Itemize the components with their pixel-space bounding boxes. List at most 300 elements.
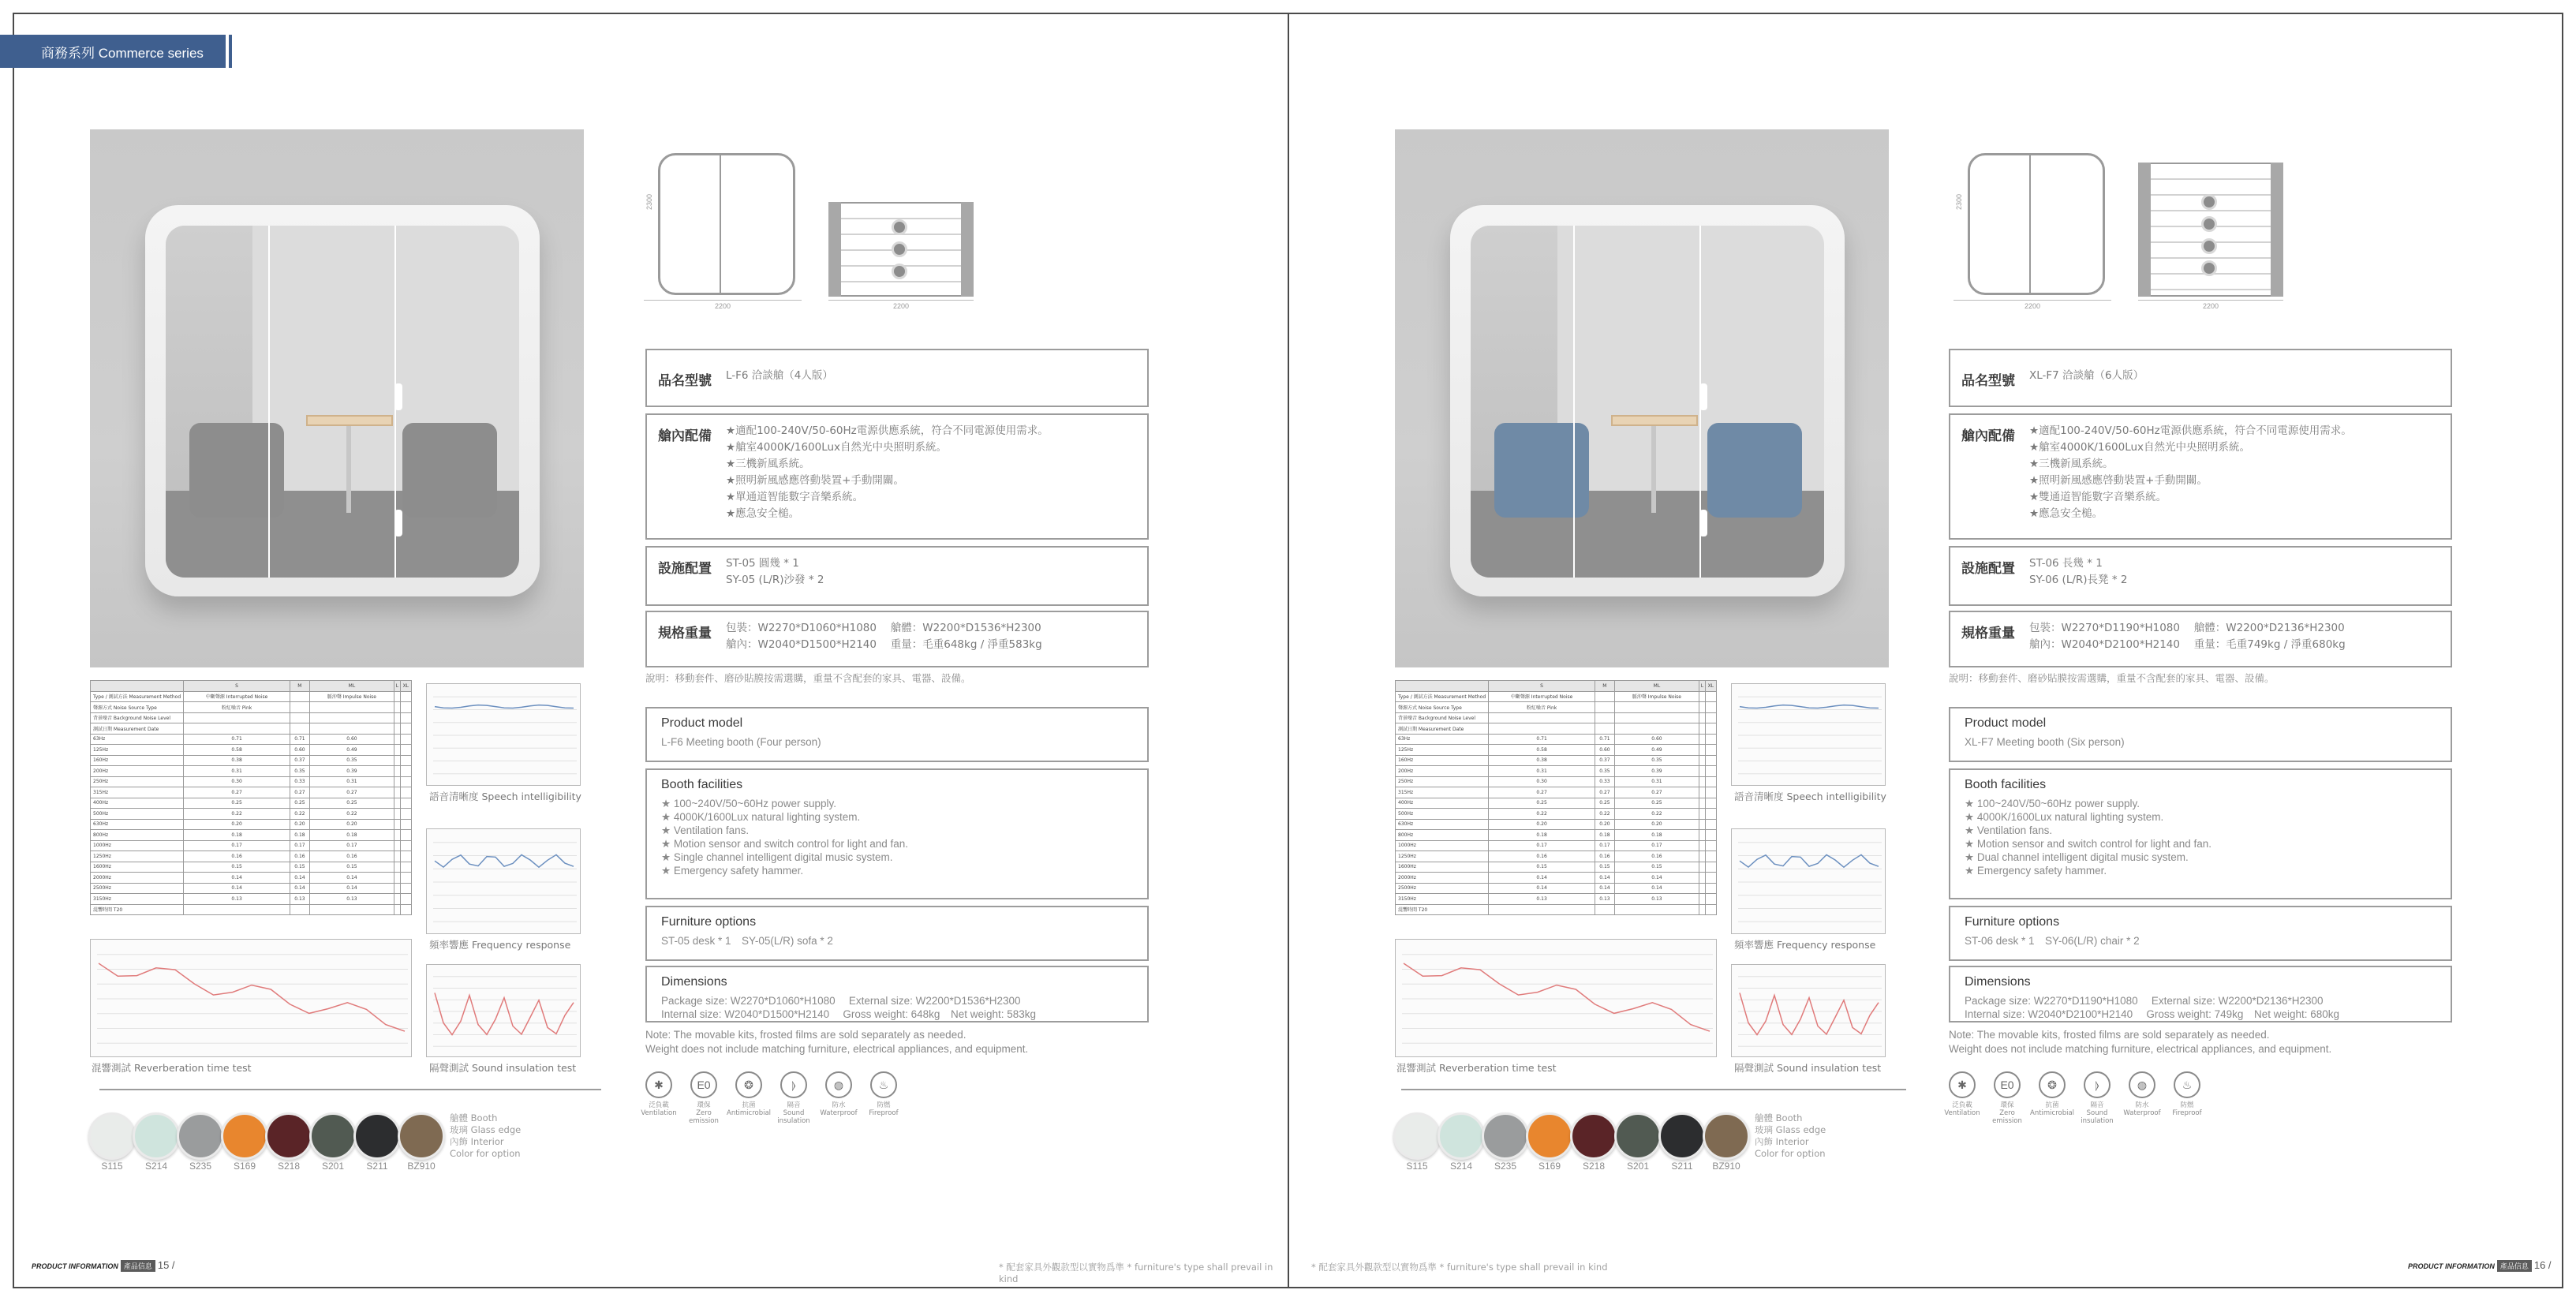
table-cell: 0.14 — [184, 883, 290, 894]
booth-render — [1450, 205, 1845, 596]
booth-interior — [166, 226, 519, 578]
table-cell — [394, 809, 400, 820]
chart-line — [435, 705, 574, 708]
table-cell: 400Hz — [1396, 798, 1489, 809]
table-cell: 0.39 — [1614, 766, 1699, 777]
table-cell: 0.22 — [290, 809, 309, 820]
page-footer — [32, 1259, 175, 1272]
table-cell: 500Hz — [1396, 809, 1489, 820]
table-cell — [394, 755, 400, 766]
en-facility-item: ★ Ventilation fans. — [1965, 824, 2053, 836]
sound-icon — [780, 1071, 807, 1098]
elevation-end-right — [2271, 163, 2283, 297]
swatch-key-line: 艙體 Booth — [450, 1112, 498, 1123]
swatch-key-line: Color for option — [1755, 1148, 1826, 1159]
sofa-left — [1494, 423, 1589, 518]
table-header-cell: ML — [1614, 681, 1699, 692]
en-facility-item: ★ 4000K/1600Lux natural lighting system. — [1965, 811, 2164, 823]
table-cell — [400, 723, 411, 735]
table-row — [1396, 766, 1717, 777]
en-model-heading: Product model — [661, 716, 743, 730]
frequency-chart-plot — [1732, 829, 1886, 935]
booth-photo — [90, 129, 584, 667]
sound-chart-plot — [427, 965, 581, 1058]
spec-row — [645, 546, 1149, 606]
sofa-right — [402, 423, 497, 518]
fan-icon — [892, 219, 907, 235]
table-cell — [1699, 830, 1705, 841]
table-cell: 0.39 — [309, 766, 394, 777]
table-header-cell: XL — [1705, 681, 1716, 692]
table-row — [1396, 894, 1717, 905]
table-cell: 0.27 — [184, 787, 290, 798]
table-cell: 0.71 — [290, 734, 309, 745]
plan-width-dim: 2200 — [644, 300, 802, 310]
spec-key: 品名型號 — [1961, 373, 2015, 389]
table-row — [91, 862, 412, 873]
table-cell — [394, 894, 400, 905]
drop-icon — [825, 1071, 852, 1098]
table-row — [91, 745, 412, 756]
table-row — [1396, 873, 1717, 884]
table-cell — [400, 798, 411, 809]
table-row — [1396, 745, 1717, 756]
feature-label — [637, 1101, 681, 1117]
elevation-end-left — [828, 202, 841, 297]
feature-label — [727, 1101, 771, 1117]
table-cell: 0.60 — [1595, 745, 1614, 756]
series-tab[interactable]: 商務系列 Commerce series — [0, 35, 229, 68]
table-cell: 0.37 — [1595, 755, 1614, 766]
table-cell — [1705, 766, 1716, 777]
table-cell — [400, 904, 411, 915]
feature-label-cn: 抗菌 — [742, 1101, 756, 1109]
table-cell: 聲源方式 Noise Source Type — [1396, 702, 1489, 713]
en-facility-item: ★ Ventilation fans. — [661, 824, 750, 836]
table-cell — [309, 904, 394, 915]
table-cell — [400, 894, 411, 905]
spec-value: ★應急安全槌。 — [726, 507, 800, 520]
table-cell: 400Hz — [91, 798, 184, 809]
swatch-code: S218 — [1582, 1161, 1606, 1172]
table-cell: 0.14 — [1595, 873, 1614, 884]
feature-label — [862, 1101, 906, 1117]
table-cell — [400, 873, 411, 884]
en-dimensions-heading: Dimensions — [661, 975, 727, 989]
spec-row — [645, 413, 1149, 540]
table-row — [1396, 904, 1717, 915]
feature-label-en: Fireproof — [2172, 1109, 2202, 1117]
spec-value: 包裝：W2270*D1190*H1080 艙體：W2200*D2136*H2300 — [2029, 622, 2345, 634]
swatch-code: S214 — [144, 1161, 168, 1172]
germ-icon-glyph: ❂ — [744, 1078, 753, 1091]
table-cell — [394, 787, 400, 798]
spec-value: 艙內：W2040*D1500*H2140 重量：毛重648kg / 淨重583kg — [726, 638, 1042, 651]
sound-chart — [426, 964, 581, 1057]
plan-height-dim: 2300 — [1955, 194, 1963, 211]
table-cell — [1699, 755, 1705, 766]
table-cell: 0.35 — [309, 755, 394, 766]
feature-label-cn: 環保 — [697, 1101, 711, 1109]
table-cell: 1250Hz — [1396, 851, 1489, 862]
sofa-right — [1707, 423, 1802, 518]
spec-value: L-F6 洽談艙（4人版） — [726, 369, 833, 382]
spec-value: ★單通道智能數字音樂系統。 — [726, 491, 864, 503]
door-handle-lower — [394, 510, 402, 536]
table-row — [91, 702, 412, 713]
table-cell — [184, 712, 290, 723]
feature-label — [2165, 1101, 2209, 1117]
table-cell: 聲源方式 Noise Source Type — [91, 702, 184, 713]
table-cell — [1699, 734, 1705, 745]
table-cell: 250Hz — [91, 776, 184, 787]
en-facility-item: ★ Emergency safety hammer. — [661, 865, 804, 877]
spec-row — [1949, 546, 2452, 606]
table-header-cell — [1396, 681, 1489, 692]
speech-chart-caption: 語音清晰度 Speech intelligibility — [1734, 791, 1886, 802]
color-swatch — [309, 1112, 357, 1160]
en-furniture-heading: Furniture options — [661, 915, 757, 929]
table-cell: 0.27 — [1489, 787, 1595, 798]
table-cell: 200Hz — [91, 766, 184, 777]
spec-value: ★艙室4000K/1600Lux自然光中央照明系統。 — [726, 441, 948, 454]
feature-label-cn: 隔音 — [2090, 1101, 2104, 1109]
table-cell — [1705, 712, 1716, 723]
table-cell — [400, 883, 411, 894]
fan-icon — [892, 241, 907, 257]
en-facility-item: ★ 100~240V/50~60Hz power supply. — [661, 798, 836, 809]
en-note: Note: The movable kits, frosted films are sold separately as needed. — [645, 1029, 966, 1041]
table-cell: 200Hz — [1396, 766, 1489, 777]
door-handle — [1699, 383, 1707, 410]
table-cell: 315Hz — [91, 787, 184, 798]
table-cell — [1595, 712, 1614, 723]
table-cell — [1699, 809, 1705, 820]
swatch-key-line: 內飾 Interior — [450, 1136, 504, 1147]
table-cell: 0.16 — [1614, 851, 1699, 862]
spec-value: ★三機新風系統。 — [2029, 458, 2114, 470]
color-swatch — [265, 1112, 312, 1160]
color-swatch — [177, 1112, 224, 1160]
table-cell — [394, 819, 400, 830]
table-row — [1396, 776, 1717, 787]
table-cell: 0.25 — [309, 798, 394, 809]
table-cell: 0.13 — [184, 894, 290, 905]
feature-label-en: Waterproof — [2123, 1109, 2161, 1117]
elevation-end-left — [2138, 163, 2151, 297]
spec-key: 艙內配備 — [1961, 428, 2015, 444]
germ-icon — [735, 1071, 762, 1098]
table-cell — [290, 723, 309, 735]
table-cell: 0.35 — [1595, 766, 1614, 777]
fan-icon — [2201, 260, 2217, 276]
booth-table — [1611, 415, 1698, 426]
catalog-page-right — [1289, 0, 2576, 1301]
color-swatch — [1658, 1112, 1706, 1160]
table-cell: 0.27 — [290, 787, 309, 798]
spec-value: ★應急安全槌。 — [2029, 507, 2103, 520]
en-model-box — [645, 707, 1149, 762]
table-cell: 測試日期 Measurement Date — [91, 723, 184, 735]
table-cell — [290, 712, 309, 723]
spec-value: SY-05 (L/R)沙發 * 2 — [726, 574, 824, 586]
feature-label-en: Zero emission — [689, 1109, 719, 1125]
table-row — [1396, 712, 1717, 723]
table-cell: 315Hz — [1396, 787, 1489, 798]
table-header-cell: S — [1489, 681, 1595, 692]
table-header-row — [1396, 681, 1717, 692]
swatch-code: S201 — [321, 1161, 345, 1172]
table-cell: 0.22 — [1614, 809, 1699, 820]
table-cell: 0.18 — [1614, 830, 1699, 841]
swatch-code: S211 — [366, 1161, 388, 1172]
en-dimensions-line: Package size: W2270*D1060*H1080 External size: W2200*D1536*H2300 — [661, 995, 1021, 1007]
table-cell: 0.58 — [184, 745, 290, 756]
table-cell: 0.14 — [309, 883, 394, 894]
table-cell — [400, 755, 411, 766]
sound-chart-caption: 隔聲測試 Sound insulation test — [1734, 1062, 1882, 1074]
table-cell — [394, 745, 400, 756]
feature-label-en: Antimicrobial — [727, 1109, 772, 1117]
table-row — [1396, 830, 1717, 841]
table-cell: 0.22 — [1595, 809, 1614, 820]
table-cell: 粉紅噪音 Pink — [1489, 702, 1595, 713]
door-frame-1 — [268, 226, 270, 578]
cn-note: 說明：移動套件、磨砂貼膜按需選購，重量不含配套的家具、電器、設備。 — [1949, 672, 2275, 684]
swatch-key-line: 內飾 Interior — [1755, 1136, 1809, 1147]
en-model-text: XL-F7 Meeting booth (Six person) — [1965, 736, 2125, 748]
chart-line — [435, 854, 574, 867]
color-swatch — [88, 1112, 136, 1160]
table-cell — [1595, 904, 1614, 915]
color-swatch — [1482, 1112, 1529, 1160]
table-cell: 63Hz — [1396, 734, 1489, 745]
spec-value: ★照明新風感應啓動裝置+手動開關。 — [726, 474, 904, 487]
table-cell — [1705, 904, 1716, 915]
table-row — [91, 894, 412, 905]
reverb-chart — [90, 939, 412, 1057]
booth-photo — [1395, 129, 1889, 667]
flame-icon-glyph: ♨ — [2182, 1078, 2193, 1091]
table-cell — [1699, 712, 1705, 723]
en-facilities-heading: Booth facilities — [661, 778, 743, 791]
plan-drawing — [644, 150, 802, 308]
table-cell — [1705, 734, 1716, 745]
table-cell: 1600Hz — [91, 862, 184, 873]
table-cell: 0.25 — [1614, 798, 1699, 809]
table-cell: 0.14 — [290, 873, 309, 884]
table-cell: 0.71 — [1489, 734, 1595, 745]
speech-chart — [1731, 683, 1886, 786]
swatch-code: S115 — [1406, 1161, 1428, 1172]
table-cell: Type / 測試方法 Measurement Method — [91, 691, 184, 702]
speech-chart-plot — [427, 684, 581, 787]
sound-chart-caption: 隔聲測試 Sound insulation test — [429, 1062, 577, 1074]
acoustic-data-table — [1395, 680, 1717, 915]
table-cell: 0.16 — [309, 851, 394, 862]
table-row — [1396, 851, 1717, 862]
en-dimensions-heading: Dimensions — [1965, 975, 2031, 989]
table-cell — [1699, 840, 1705, 851]
feature-label-cn: 環保 — [2000, 1101, 2014, 1109]
acoustic-data-table — [90, 680, 412, 915]
table-header-row — [91, 681, 412, 692]
feature-label — [1940, 1101, 1984, 1117]
table-cell: 0.16 — [1489, 851, 1595, 862]
table-row — [91, 840, 412, 851]
feature-label — [2030, 1101, 2074, 1117]
table-cell — [309, 723, 394, 735]
table-cell: 0.20 — [1489, 819, 1595, 830]
table-cell: 0.20 — [309, 819, 394, 830]
table-cell — [1699, 862, 1705, 873]
table-cell — [394, 691, 400, 702]
sound-chart — [1731, 964, 1886, 1057]
table-cell — [290, 904, 309, 915]
feature-label-en: Sound insulation — [777, 1109, 810, 1125]
table-cell: 中斷聲源 Interrupted Noise — [184, 691, 290, 702]
chart-line — [1404, 963, 1710, 1031]
table-row — [91, 851, 412, 862]
table-cell: 0.49 — [309, 745, 394, 756]
feature-label-en: Ventilation — [641, 1109, 677, 1117]
drop-icon — [2129, 1071, 2155, 1098]
spec-key: 規格重量 — [1961, 626, 2015, 641]
e0-icon — [1994, 1071, 2021, 1098]
swatch-code: S201 — [1626, 1161, 1650, 1172]
table-cell: 0.15 — [1614, 862, 1699, 873]
feature-label-cn: 泛負載 — [649, 1101, 669, 1109]
swatch-key-line: 玻璃 Glass edge — [450, 1124, 522, 1135]
table-cell: 0.18 — [309, 830, 394, 841]
spec-row — [1949, 611, 2452, 667]
table-cell — [290, 702, 309, 713]
table-cell — [1705, 798, 1716, 809]
spec-row — [1949, 413, 2452, 540]
table-cell — [400, 776, 411, 787]
speech-chart — [426, 683, 581, 786]
spec-key: 設施配置 — [658, 561, 712, 577]
en-note: Weight does not include matching furniture, electrical appliances, and equipment. — [1949, 1043, 2332, 1055]
table-cell — [1705, 840, 1716, 851]
en-dimensions-box — [1949, 966, 2452, 1022]
table-cell — [1595, 723, 1614, 735]
table-cell: 800Hz — [1396, 830, 1489, 841]
en-facility-item: ★ Emergency safety hammer. — [1965, 865, 2107, 877]
fan-icon — [892, 264, 907, 279]
feature-label — [1985, 1101, 2029, 1125]
en-facilities-box — [645, 768, 1149, 899]
table-cell: 0.20 — [1595, 819, 1614, 830]
reverb-chart-plot — [91, 940, 413, 1058]
table-cell — [1614, 723, 1699, 735]
spec-value: 包裝：W2270*D1060*H1080 艙體：W2200*D1536*H2300 — [726, 622, 1041, 634]
table-cell: 脈沖聲 Impulse Noise — [309, 691, 394, 702]
page-number: 15 / — [157, 1259, 175, 1271]
sound-chart-plot — [1732, 965, 1886, 1058]
spec-key: 艙內配備 — [658, 428, 712, 444]
e0-icon — [690, 1071, 717, 1098]
feature-label — [772, 1101, 816, 1125]
en-note: Weight does not include matching furniture, electrical appliances, and equipment. — [645, 1043, 1029, 1055]
speech-chart-caption: 語音清晰度 Speech intelligibility — [429, 791, 581, 802]
table-cell: 0.20 — [184, 819, 290, 830]
color-swatch — [1570, 1112, 1617, 1160]
page-footer — [2408, 1259, 2552, 1272]
spec-value: ★適配100-240V/50-60Hz電源供應系統，符合不同電源使用需求。 — [2029, 424, 2352, 437]
table-cell — [394, 830, 400, 841]
table-cell: 混響時間 T20 — [91, 904, 184, 915]
reverb-chart-plot — [1396, 940, 1718, 1058]
table-cell: 1250Hz — [91, 851, 184, 862]
feature-label-en: Sound insulation — [2081, 1109, 2114, 1125]
table-cell: 0.33 — [290, 776, 309, 787]
table-row — [1396, 691, 1717, 702]
table-cell — [1705, 809, 1716, 820]
table-cell: 630Hz — [91, 819, 184, 830]
en-model-heading: Product model — [1965, 716, 2047, 730]
plan-height-dim: 2300 — [645, 194, 653, 211]
swatch-code: S235 — [1494, 1161, 1517, 1172]
table-row — [1396, 883, 1717, 894]
table-cell: 0.22 — [309, 809, 394, 820]
e0-icon-glyph: E0 — [697, 1079, 711, 1091]
table-cell — [1705, 776, 1716, 787]
table-row — [91, 691, 412, 702]
booth-table — [306, 415, 393, 426]
table-cell — [394, 723, 400, 735]
table-cell — [1489, 904, 1595, 915]
fan-icon — [2201, 238, 2217, 254]
spec-value: ★艙室4000K/1600Lux自然光中央照明系統。 — [2029, 441, 2251, 454]
chart-line — [1740, 854, 1879, 867]
table-cell: 0.14 — [1489, 883, 1595, 894]
table-cell: 0.17 — [184, 840, 290, 851]
table-cell — [1705, 819, 1716, 830]
table-cell: 0.37 — [290, 755, 309, 766]
table-row — [91, 766, 412, 777]
table-cell: 0.17 — [1595, 840, 1614, 851]
table-cell: 0.14 — [290, 883, 309, 894]
elevation-drawing — [2129, 163, 2283, 309]
footer-brand: PRODUCT INFORMATION — [2408, 1262, 2495, 1270]
table-row — [91, 819, 412, 830]
booth-interior — [1471, 226, 1824, 578]
table-cell — [1699, 904, 1705, 915]
table-cell — [400, 766, 411, 777]
table-cell — [1614, 702, 1699, 713]
table-cell: 0.15 — [184, 862, 290, 873]
spec-value: ★三機新風系統。 — [726, 458, 810, 470]
table-cell: 0.15 — [1595, 862, 1614, 873]
spec-value: XL-F7 洽談艙（6人版） — [2029, 369, 2144, 382]
table-cell — [1699, 873, 1705, 884]
en-dimensions-line: Internal size: W2040*D1500*H2140 Gross weight: 648kg Net weight: 583kg — [661, 1008, 1037, 1020]
table-cell — [290, 691, 309, 702]
table-cell — [1699, 787, 1705, 798]
spec-value: ★適配100-240V/50-60Hz電源供應系統，符合不同電源使用需求。 — [726, 424, 1049, 437]
en-facility-item: ★ 100~240V/50~60Hz power supply. — [1965, 798, 2140, 809]
en-furniture-box — [645, 906, 1149, 961]
table-cell: 0.18 — [290, 830, 309, 841]
table-cell — [400, 830, 411, 841]
table-cell — [400, 862, 411, 873]
table-cell: 混響時間 T20 — [1396, 904, 1489, 915]
table-cell: 0.58 — [1489, 745, 1595, 756]
table-row — [91, 873, 412, 884]
table-cell: 0.15 — [290, 862, 309, 873]
table-cell: 0.14 — [1614, 873, 1699, 884]
